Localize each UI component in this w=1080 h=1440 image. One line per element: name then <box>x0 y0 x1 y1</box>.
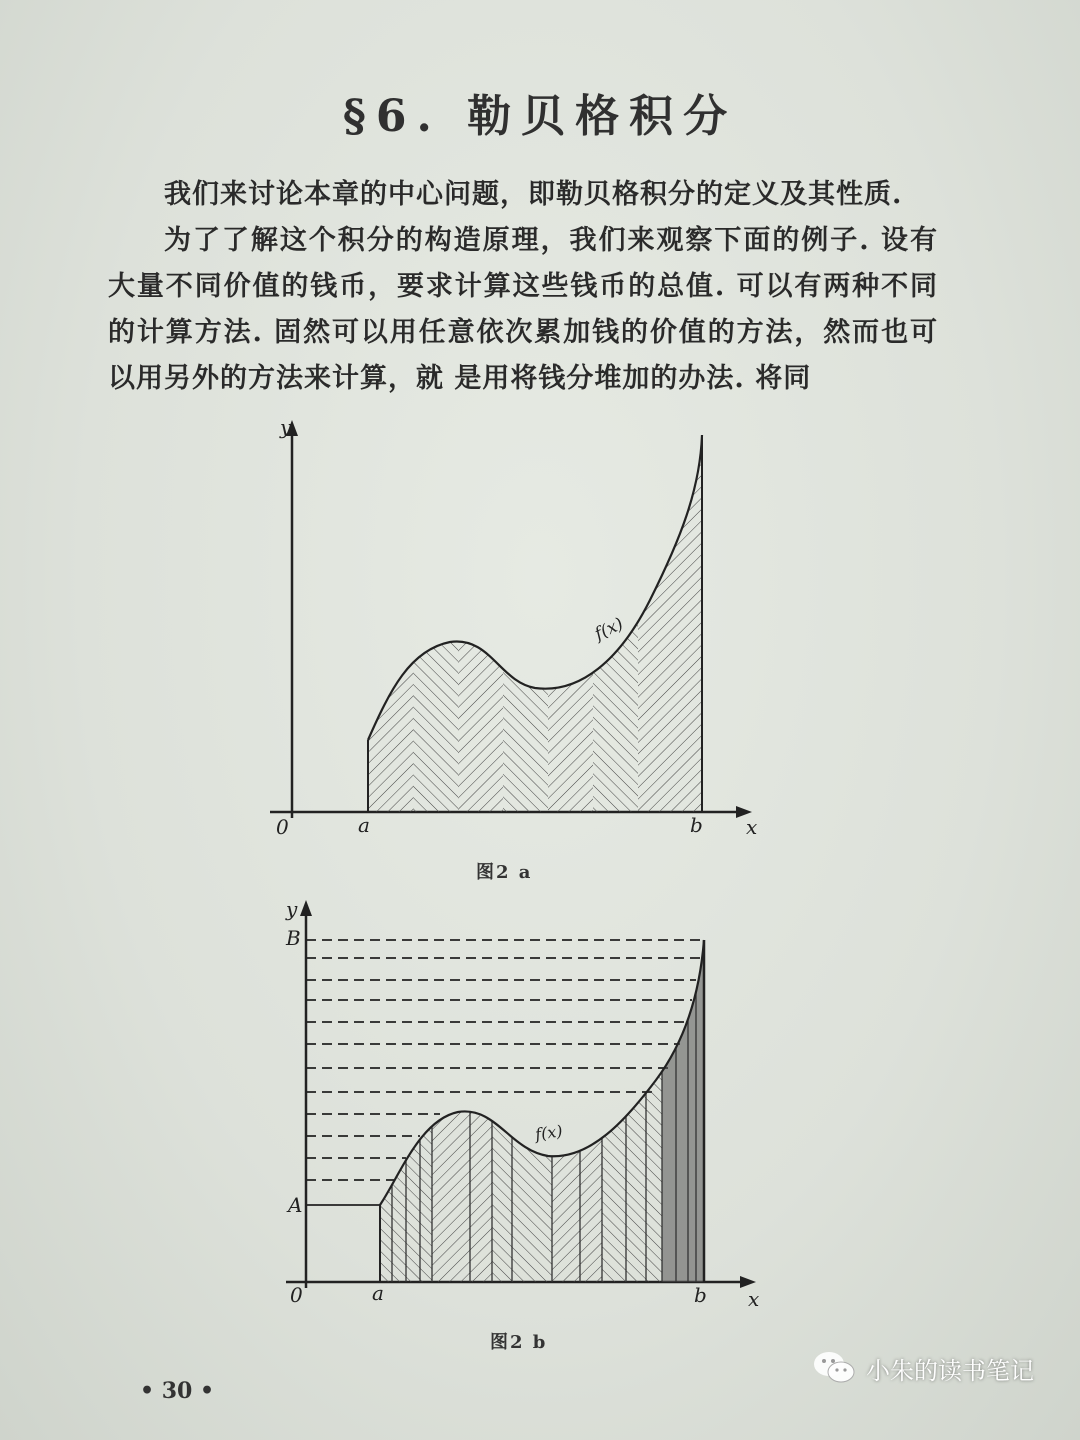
fig-b-B-label: B <box>286 926 301 950</box>
fig-a-area <box>368 430 702 820</box>
fig-b-area <box>380 930 704 1290</box>
fig-b-b-label: b <box>694 1283 707 1307</box>
section-title: §6. 勒贝格积分 <box>342 91 738 142</box>
fig-b-y-label: y <box>286 897 298 921</box>
fig-b-x-label: x <box>748 1287 760 1311</box>
watermark-text: 小朱的读书笔记 <box>866 1356 1034 1385</box>
fig-b-a-label: a <box>372 1281 384 1305</box>
paragraph-2: 为了了解这个积分的构造原理，我们来观察下面的例子. 设有大量不同价值的钱币，要求计算这些钱币的总值. 可以有两种不同的计算方法. 固然可以用任意依次累加钱的价值的方法，然而也可以用另外的方法来计算，就 是用将钱分堆加的办法. 将同 <box>108 225 938 394</box>
paragraph-1: 我们来讨论本章的中心问题，即勒贝格积分的定义及其性质. <box>164 179 903 210</box>
fig-b-A-label: A <box>288 1193 303 1217</box>
fig-a-y-label: y <box>280 415 292 439</box>
fig-b-y-arrow <box>300 900 312 916</box>
fig-a-a-label: a <box>358 813 370 837</box>
fig-a-origin: 0 <box>276 815 289 839</box>
figure-2a-caption: 图2 a <box>476 862 533 883</box>
figure-2b-caption: 图2 b <box>490 1332 548 1353</box>
fig-a-curve-label: f(x) <box>591 614 627 645</box>
fig-a-b-label: b <box>690 813 703 837</box>
watermark <box>812 1344 1034 1392</box>
wechat-icon <box>812 1348 856 1388</box>
fig-b-curve-label: f(x) <box>533 1121 564 1144</box>
fig-a-x-label: x <box>746 815 758 839</box>
fig-b-origin: 0 <box>290 1283 303 1307</box>
page-number: • 30 • <box>140 1378 215 1404</box>
